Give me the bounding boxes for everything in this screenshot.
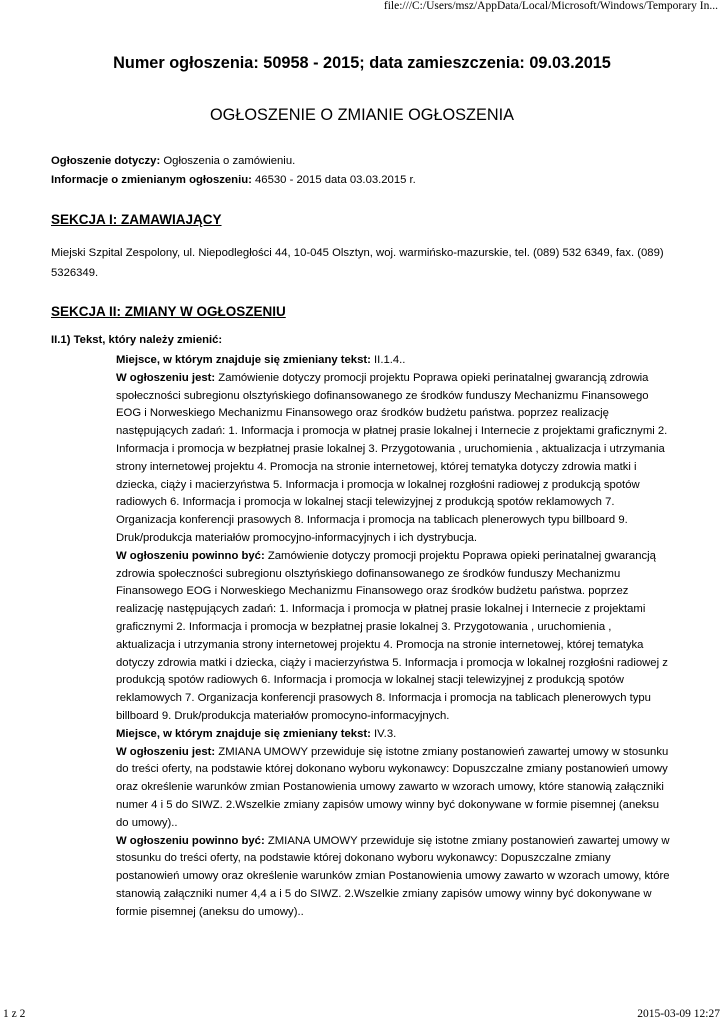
change-1-should-label: W ogłoszeniu powinno być: [116,549,265,562]
change-1-is-label: W ogłoszeniu jest: [116,371,216,384]
change-1-place-value: II.1.4.. [370,354,406,366]
changed-notice-line [51,171,691,190]
change-2-should-text: ZMIANA UMOWY przewiduje się istotne zmiany postanowień zawartej umowy w stosunku do treści oferty, na podstawie której dokonano wyboru wykonawcy: Dopuszczalne zmiany postanowień umowy oraz określenie warunków zmian Postanowienia umowy zawarto w wzorach umowy, które stanowią załączniki numer 4,4 a i 5 do SIWZ. 2.Wszelkie zmiany zapisów umowy winny być dokonywane w formie pisemnej (aneksu do umowy).. [116,834,670,918]
change-2-place-label: Miejsce, w którym znajduje się zmieniany tekst: [116,727,371,740]
changed-notice-value: 46530 - 2015 data 03.03.2015 r. [251,174,416,186]
print-datetime: 2015-03-09 12:27 [637,1008,720,1020]
notice-number-title: Numer ogłoszenia: 50958 - 2015; data zamieszczenia: 09.03.2015 [113,54,611,72]
changed-notice-label: Informacje o zmienianym ogłoszeniu: [51,174,252,186]
change-1-place [116,352,672,370]
change-1-place-label: Miejsce, w którym znajduje się zmieniany tekst: [116,354,371,366]
change-2-is [116,744,672,833]
change-2-should [116,833,672,922]
change-2-place [116,726,672,744]
change-2-should-label: W ogłoszeniu powinno być: [116,834,265,847]
change-1-should [116,548,672,726]
notice-type-title: OGŁOSZENIE O ZMIANIE OGŁOSZENIA [210,106,514,124]
subsection-label: II.1) Tekst, który należy zmienić: [51,334,223,346]
section-1-heading: SEKCJA I: ZAMAWIAJĄCY [51,212,222,227]
changes-list [116,352,672,922]
browser-file-path: file:///C:/Users/msz/AppData/Local/Microsoft/Windows/Temporary In... [383,0,718,12]
change-1-is [116,370,672,548]
contracting-authority-address: Miejski Szpital Zespolony, ul. Niepodległości 44, 10-045 Olsztyn, woj. warmińsko-mazurskie, tel. (089) 532 6349, fax. (089) 5326349. [51,247,664,279]
section-2-heading: SEKCJA II: ZMIANY W OGŁOSZENIU [51,304,286,319]
notice-info [51,152,691,190]
change-1-should-text: Zamówienie dotyczy promocji projektu Poprawa opieki perinatalnej gwarancją zdrowia społeczności subregionu olsztyńskiego dofinansowanego ze środków funduszy Mechanizmu Finansowego EOG i Norweskiego Mechanizmu Finansowego oraz środków budżetu państwa. poprzez realizację następujących zadań: 1. Informacja i promocja w płatnej prasie lokalnej i Internecie z projektami graficznymi 2. Informacja i promocja w bezpłatnej prasie lokalnej 3. Przygotowania , uruchomienia , aktualizacja i utrzymania strony internetowej projektu 4. Promocja na stronie internetowej, której tematyka dotyczy zdrowia matki i dziecka, ciąży i macierzyństwa 5. Informacja i promocja w lokalnej rozgłośni radiowej z produkcją spotów radiowych 6. Informacja i promocja w lokalnej stacji telewizyjnej z produkcją spotów reklamowych 7. Organizacja konferencji prasowych 8. Informacja i promocja na tablicach plenerowych typu billboard 9. Druk/produkcja materiałów promocyno-informacyjnych. [116,549,668,722]
concerns-line [51,152,691,171]
change-1-is-text: Zamówienie dotyczy promocji projektu Poprawa opieki perinatalnej gwarancją zdrowia społeczności subregionu olsztyńskiego dofinansowanego ze środków funduszy Mechanizmu Finansowego EOG i Norweskiego Mechanizmu Finansowego oraz środków budżetu państwa. poprzez realizację następujących zadań: 1. Informacja i promocja w płatnej prasie lokalnej i Internecie z projektami graficznymi 2. Informacja i promocja w bezpłatnej prasie lokalnej 3. Przygotowania , uruchomienia , aktualizacja i utrzymania strony internetowej projektu 4. Promocja na stronie internetowej, której tematyka dotyczy zdrowia matki i dziecka, ciąży i macierzyństwa 5. Informacja i promocja w lokalnej rozgłośni radiowej z produkcją spotów radiowych 6. Informacja i promocja w lokalnej stacji telewizyjnej z produkcją spotów reklamowych 7. Organizacja konferencji prasowych 8. Informacja i promocja na tablicach plenerowych typu billboard 9. Druk/produkcja materiałów promocyjno-informacyjnych i ich dystrybucja. [116,371,668,544]
change-2-is-text: ZMIANA UMOWY przewiduje się istotne zmiany postanowień zawartej umowy w stosunku do treści oferty, na podstawie której dokonano wyboru wykonawcy: Dopuszczalne zmiany postanowień umowy oraz określenie warunków zmian Postanowienia umowy zawarto w wzorach umowy, które stanowią załączniki numer 4 i 5 do SIWZ. 2.Wszelkie zmiany zapisów umowy winny być dokonywane w formie pisemnej (aneksu do umowy).. [116,745,669,829]
change-2-is-label: W ogłoszeniu jest: [116,745,216,758]
page-counter: 1 z 2 [3,1008,26,1020]
change-2-place-value: IV.3. [370,727,397,740]
concerns-label: Ogłoszenie dotyczy: [51,155,161,167]
concerns-value: Ogłoszenia o zamówieniu. [160,155,296,167]
